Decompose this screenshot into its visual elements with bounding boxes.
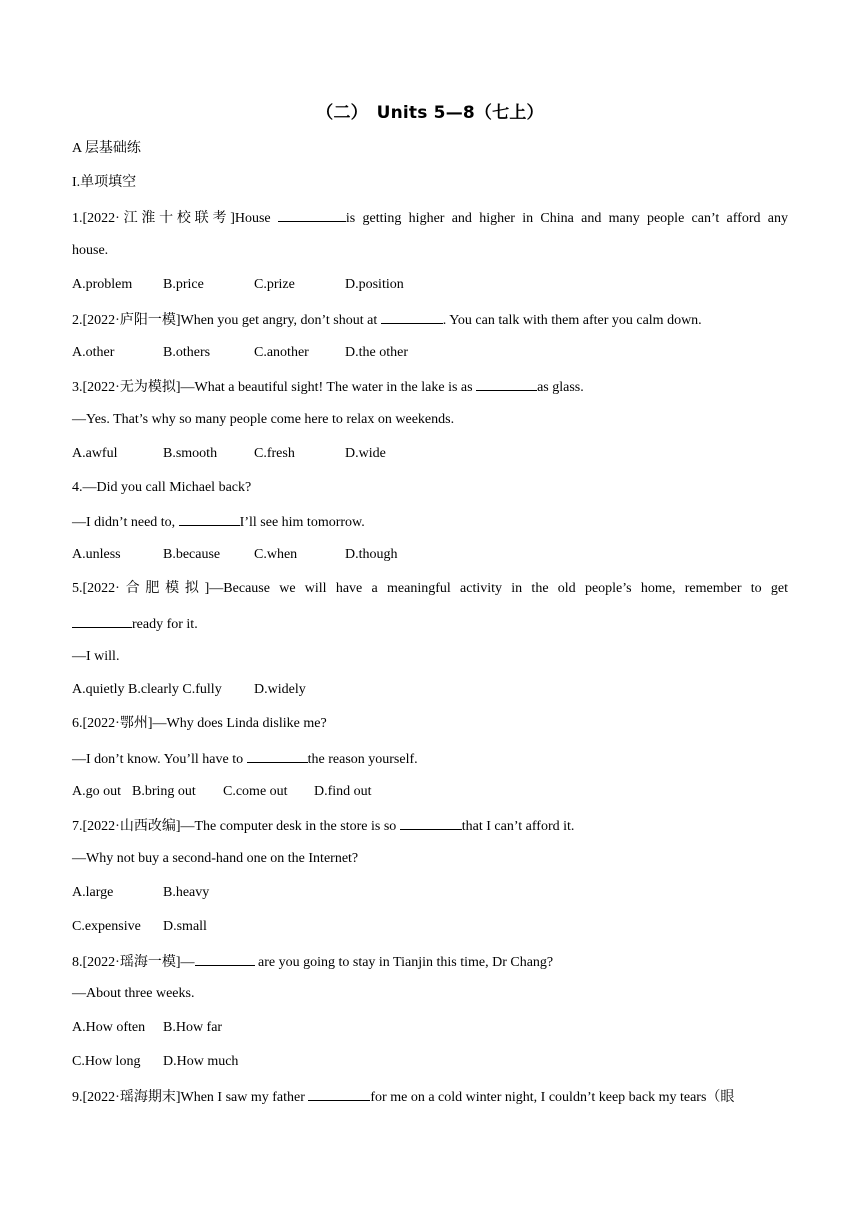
question-text: for me on a cold winter night, I couldn’t keep back my tears（眼 (370, 1090, 735, 1105)
answer-blank (400, 815, 462, 830)
question-4-stem: 4.—Did you call Michael back? (72, 480, 252, 495)
answer-blank (195, 951, 255, 966)
question-text: the reason yourself. (307, 752, 418, 767)
option-b: B.heavy (163, 885, 210, 900)
question-text: 9.[2022·瑶海期末]When I saw my father (72, 1090, 309, 1105)
question-5-options (72, 680, 306, 700)
question-text: —I didn’t need to, (72, 515, 179, 530)
question-8-stem (72, 951, 553, 973)
option-d: D.widely (254, 682, 306, 697)
answer-blank (247, 748, 308, 763)
question-4-options (72, 545, 398, 565)
question-text: are you going to stay in Tianjin this time, Dr Chang? (254, 955, 554, 970)
question-text: . You can talk with them after you calm down. (442, 313, 702, 328)
option-d: D.position (345, 277, 404, 292)
question-2-options (72, 343, 408, 363)
question-3-options (72, 444, 386, 464)
question-text: I’ll see him tomorrow. (239, 515, 365, 530)
option-b: B.bring out (132, 784, 196, 799)
question-7-options-row-2 (72, 917, 207, 937)
option-b: B.price (163, 277, 204, 292)
options-a-to-c: A.quietly B.clearly C.fully (72, 682, 222, 697)
question-7-options-row-1 (72, 883, 209, 903)
question-text: 8.[2022·瑶海一模]— (72, 955, 195, 970)
question-6-reply (72, 748, 418, 770)
question-text: is getting higher and higher in China and many people can’t afford any (345, 211, 788, 226)
answer-blank (476, 376, 537, 391)
question-8-options-row-1 (72, 1018, 222, 1038)
question-6-stem: 6.[2022·鄂州]—Why does Linda dislike me? (72, 716, 327, 731)
option-c: C.expensive (72, 919, 141, 934)
option-c: C.come out (223, 784, 288, 799)
option-d: D.wide (345, 446, 386, 461)
question-3-reply: —Yes. That’s why so many people come here to relax on weekends. (72, 412, 455, 427)
option-c: C.fresh (254, 446, 295, 461)
option-a: A.other (72, 345, 115, 360)
section-heading: A 层基础练 (72, 141, 141, 156)
question-8-options-row-2 (72, 1052, 238, 1072)
answer-blank (308, 1086, 370, 1101)
part-heading: I.单项填空 (72, 175, 137, 190)
question-5-stem: 5.[2022·合肥模拟]—Because we will have a meaningful activity in the old people’s home, remember to get (72, 581, 788, 596)
option-a: A.awful (72, 446, 118, 461)
answer-blank (278, 207, 346, 222)
question-text: as glass. (537, 380, 584, 395)
question-4-reply (72, 511, 365, 533)
question-7-stem (72, 815, 574, 837)
option-b: B.others (163, 345, 211, 360)
question-text: —I don’t know. You’ll have to (72, 752, 247, 767)
answer-blank (381, 309, 443, 324)
question-text: 7.[2022·山西改编]—The computer desk in the store is so (72, 819, 400, 834)
question-5-reply: —I will. (72, 649, 120, 664)
question-7-reply: —Why not buy a second-hand one on the Internet? (72, 851, 359, 866)
option-c: C.another (254, 345, 309, 360)
question-1-stem (72, 207, 788, 229)
question-text: ready for it. (132, 617, 198, 632)
question-3-stem (72, 376, 584, 398)
question-8-reply: —About three weeks. (72, 986, 195, 1001)
option-b: B.How far (163, 1020, 223, 1035)
question-text: 2.[2022·庐阳一模]When you get angry, don’t shout at (72, 313, 381, 328)
answer-blank (179, 511, 240, 526)
option-d: D.find out (314, 784, 372, 799)
option-a: A.unless (72, 547, 121, 562)
option-a: A.problem (72, 277, 133, 292)
question-2-stem (72, 309, 702, 331)
option-a: A.How often (72, 1020, 146, 1035)
option-b: B.because (163, 547, 221, 562)
question-9-stem (72, 1086, 734, 1108)
option-a: A.large (72, 885, 114, 900)
question-6-options (72, 782, 372, 802)
option-d: D.How much (163, 1054, 239, 1069)
question-text: 3.[2022·无为模拟]—What a beautiful sight! The water in the lake is as (72, 380, 477, 395)
option-d: D.though (345, 547, 398, 562)
question-1-continuation: house. (72, 243, 109, 258)
question-text: that I can’t afford it. (461, 819, 575, 834)
option-a: A.go out (72, 784, 121, 799)
question-1-options (72, 275, 404, 295)
answer-blank (72, 613, 132, 628)
option-c: C.when (254, 547, 298, 562)
page-title: （二） Units 5—8（七上） (316, 103, 544, 123)
option-c: C.prize (254, 277, 295, 292)
option-d: D.the other (345, 345, 408, 360)
question-text: 1.[2022·江淮十校联考]House (72, 211, 278, 226)
option-c: C.How long (72, 1054, 141, 1069)
option-b: B.smooth (163, 446, 218, 461)
option-d: D.small (163, 919, 207, 934)
question-5-continuation (72, 613, 198, 635)
